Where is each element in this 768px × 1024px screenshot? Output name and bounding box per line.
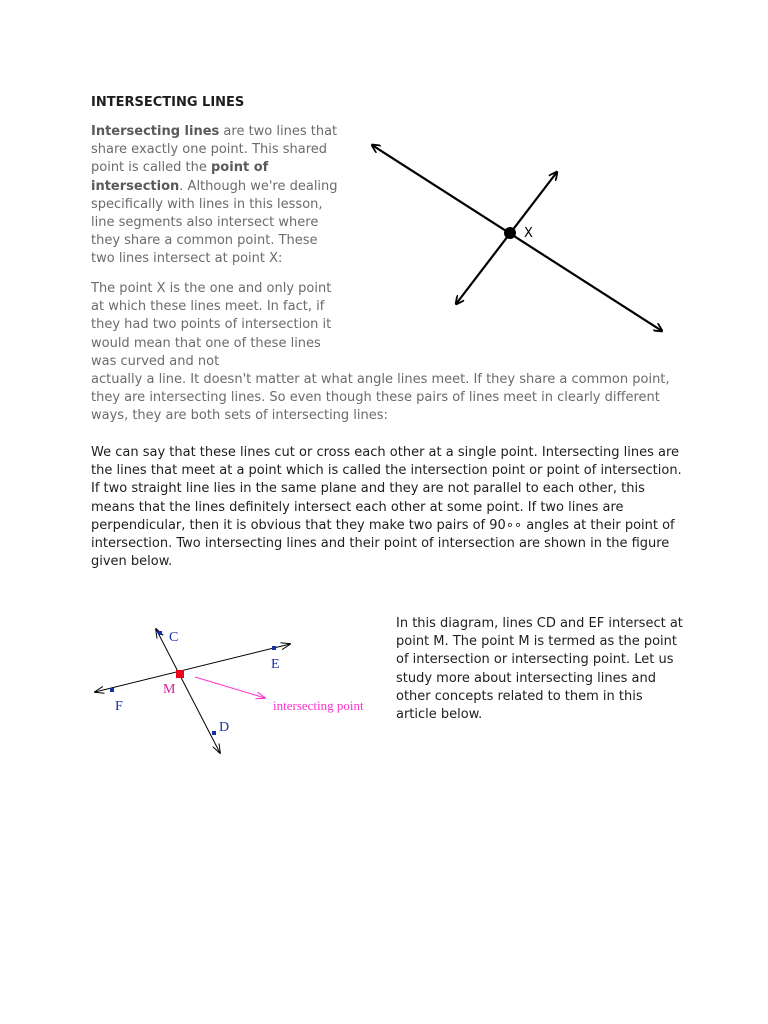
term-intersecting-lines: Intersecting lines (91, 124, 220, 139)
point-x-label: X (524, 226, 533, 241)
annotation-text: intersecting point (273, 698, 364, 713)
definition-text-continued: . Although we're dealing specifically with lines in this lesson, line segments also intersect where they share a common point. These two lines intersect at point X: (91, 178, 338, 267)
endpoint-e (272, 646, 276, 650)
label-f: F (115, 699, 123, 714)
label-e: E (271, 657, 280, 672)
paragraph-point-x: The point X is the one and only point at which these lines meet. In fact, if they had two points of intersection it would mean that one of these lines was curved and not (91, 281, 332, 369)
paragraph-angles: actually a line. It doesn't matter at what angle lines meet. If they share a common point, they are intersecting lines. So even though these pairs of lines meet in clearly different ways, they are both sets of intersecting lines: (91, 372, 670, 424)
line-ef (95, 644, 290, 692)
label-d: D (219, 720, 230, 735)
paragraph-diagram-caption: In this diagram, lines CD and EF intersect at point M. The point M is termed as the point of intersection or intersecting point. Let us study more about intersecting lines and other concepts related to them in this article below. (396, 616, 683, 723)
term-point-of-intersection: point of intersection (91, 160, 269, 194)
paragraph-explanation: We can say that these lines cut or cross each other at a single point. Intersecting lines are the lines that meet at a point which is called the intersection point or point of intersection. If two straight line lies in the same plane and they are not parallel to each other, this means that the lines definitely intersect each other at some point. If two lines are perpendicular, then it is obvious that they make two pairs of 90∘∘ angles at their point of intersection. Two intersecting lines and their point of intersection are shown in the figure given below. (91, 445, 682, 570)
page-title: INTERSECTING LINES (91, 95, 245, 110)
intersection-point-m (176, 670, 184, 678)
definition-text: are two lines that share exactly one point. This shared point is called the (91, 124, 338, 176)
label-c: C (169, 630, 179, 645)
endpoint-f (110, 688, 114, 692)
label-m: M (163, 682, 176, 697)
endpoint-c (158, 631, 162, 635)
endpoint-d (212, 731, 216, 735)
annotation-arrow (195, 677, 265, 698)
